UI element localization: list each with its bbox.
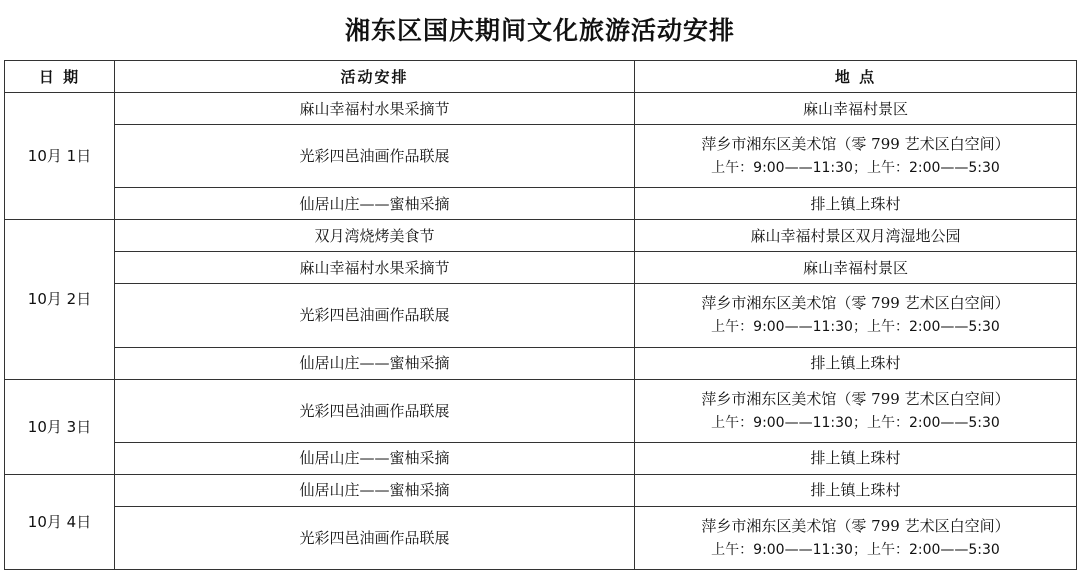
date-cell: 10月 3日: [5, 379, 115, 474]
header-location: 地 点: [635, 61, 1077, 93]
location-name: 萍乡市湘东区美术馆（零 799 艺术区白空间）: [701, 135, 1010, 154]
location-cell: [635, 379, 1077, 442]
opening-hours: 上午：9:00——11:30；上午：2:00——5:30: [711, 319, 1000, 336]
activity-cell: 光彩四邑油画作品联展: [115, 506, 635, 569]
page-title: 湘东区国庆期间文化旅游活动安排: [344, 16, 735, 45]
location-name: 排上镇上珠村: [810, 354, 901, 373]
schedule-table: [4, 60, 1077, 570]
table-row: [5, 347, 1077, 379]
location-name: 排上镇上珠村: [810, 449, 901, 468]
activity-cell: 双月湾烧烤美食节: [115, 220, 635, 252]
location-cell: [635, 506, 1077, 569]
location-cell: [635, 93, 1077, 125]
location-name: 萍乡市湘东区美术馆（零 799 艺术区白空间）: [701, 294, 1010, 313]
opening-hours: 上午：9:00——11:30；上午：2:00——5:30: [711, 414, 1000, 431]
activity-cell: 仙居山庄——蜜柚采摘: [115, 442, 635, 474]
location-cell: [635, 474, 1077, 506]
table-row: [5, 125, 1077, 188]
date-cell: 10月 4日: [5, 474, 115, 569]
location-name: 萍乡市湘东区美术馆（零 799 艺术区白空间）: [701, 389, 1010, 408]
location-name: 排上镇上珠村: [810, 194, 901, 213]
table-row: [5, 188, 1077, 220]
location-cell: [635, 347, 1077, 379]
location-name: 麻山幸福村景区: [802, 99, 908, 118]
location-cell: [635, 284, 1077, 347]
location-cell: [635, 252, 1077, 284]
activity-cell: 麻山幸福村水果采摘节: [115, 93, 635, 125]
location-cell: [635, 442, 1077, 474]
table-row: [5, 93, 1077, 125]
date-cell: 10月 2日: [5, 220, 115, 379]
activity-cell: 光彩四邑油画作品联展: [115, 379, 635, 442]
opening-hours: 上午：9:00——11:30；上午：2:00——5:30: [711, 160, 1000, 177]
activity-cell: 光彩四邑油画作品联展: [115, 125, 635, 188]
table-row: [5, 474, 1077, 506]
table-row: [5, 379, 1077, 442]
activity-cell: 光彩四邑油画作品联展: [115, 284, 635, 347]
opening-hours: 上午：9:00——11:30；上午：2:00——5:30: [711, 541, 1000, 558]
location-cell: [635, 220, 1077, 252]
schedule-body: [5, 93, 1077, 570]
location-name: 萍乡市湘东区美术馆（零 799 艺术区白空间）: [701, 516, 1010, 535]
table-row: [5, 220, 1077, 252]
activity-cell: 仙居山庄——蜜柚采摘: [115, 347, 635, 379]
location-cell: [635, 188, 1077, 220]
header-activity: 活动安排: [115, 61, 635, 93]
header-date: 日 期: [5, 61, 115, 93]
activity-cell: 仙居山庄——蜜柚采摘: [115, 474, 635, 506]
location-name: 麻山幸福村景区: [802, 258, 908, 277]
date-cell: 10月 1日: [5, 93, 115, 220]
table-row: [5, 252, 1077, 284]
location-name: 麻山幸福村景区双月湾湿地公园: [750, 226, 961, 245]
location-name: 排上镇上珠村: [810, 481, 901, 500]
table-row: [5, 284, 1077, 347]
header-row: [5, 61, 1077, 93]
table-row: [5, 506, 1077, 569]
location-cell: [635, 125, 1077, 188]
activity-cell: 仙居山庄——蜜柚采摘: [115, 188, 635, 220]
table-row: [5, 442, 1077, 474]
activity-cell: 麻山幸福村水果采摘节: [115, 252, 635, 284]
